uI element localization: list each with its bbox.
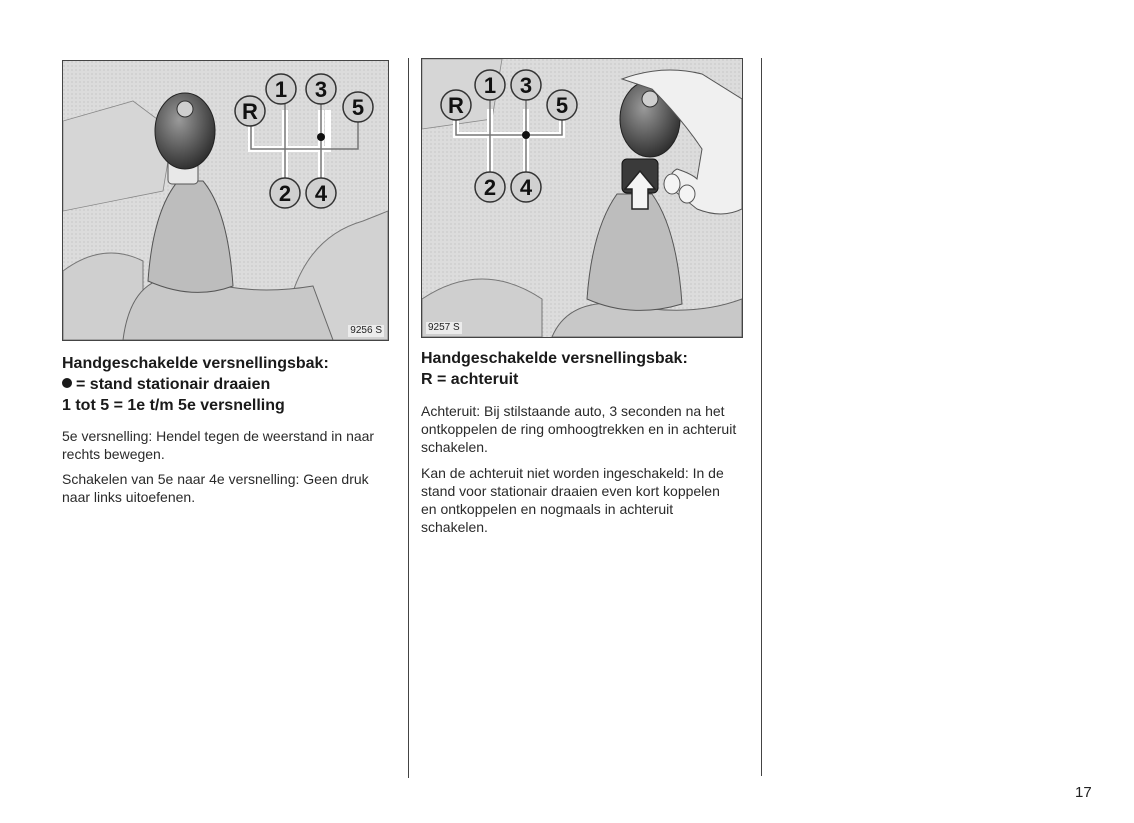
gear-2-badge — [270, 178, 300, 208]
section-heading — [421, 369, 739, 390]
reverse-gear-illustration-drawing — [422, 59, 742, 337]
gear-R-badge — [441, 90, 471, 120]
gear-2-badge — [475, 172, 505, 202]
gear-4-badge — [511, 172, 541, 202]
section-heading — [62, 395, 392, 416]
right-column-text — [421, 348, 739, 536]
gear-label: 5 — [351, 95, 365, 120]
left-column-text — [62, 353, 392, 506]
section-heading — [62, 353, 392, 374]
gear-4-badge — [306, 178, 336, 208]
gear-label: 1 — [274, 77, 288, 102]
gear-1-badge — [266, 74, 296, 104]
gear-label: 3 — [519, 73, 533, 98]
gear-3-badge — [306, 74, 336, 104]
column-divider — [761, 58, 762, 776]
body-paragraph: 5e versnelling: Hendel tegen de weerstand in naar rechts bewegen. — [62, 428, 375, 462]
gear-3-badge — [511, 70, 541, 100]
gear-5-badge — [547, 90, 577, 120]
heading-line: Handgeschakelde versnellingsbak: — [62, 355, 329, 372]
section-heading — [62, 374, 392, 395]
gear-R-badge — [235, 96, 265, 126]
page-number: 17 — [1075, 784, 1092, 801]
column-divider — [408, 58, 409, 778]
section-heading — [421, 348, 739, 369]
gear-label: 4 — [314, 181, 328, 206]
body-paragraph: Kan de achteruit niet worden ingeschakeld: In de stand voor stationair draaien even kort koppelen en ontkoppelen en nogmaals in achteruit schakelen. — [421, 465, 724, 535]
heading-line: = stand stationair draaien — [76, 376, 271, 393]
body-paragraph: Schakelen van 5e naar 4e versnelling: Geen druk naar links uitoefenen. — [62, 471, 369, 505]
gearshift-pattern-illustration — [62, 60, 389, 341]
gear-1-badge — [475, 70, 505, 100]
figure-code: 9257 S — [428, 322, 460, 333]
gear-label: 5 — [555, 93, 569, 118]
bullet-dot-icon — [62, 378, 72, 388]
gear-label: 4 — [519, 175, 533, 200]
gear-label: 3 — [314, 77, 328, 102]
gear-label: 2 — [278, 181, 292, 206]
gear-label: 1 — [483, 73, 497, 98]
heading-line: Handgeschakelde versnellingsbak: — [421, 350, 688, 367]
reverse-gear-illustration — [421, 58, 743, 338]
gear-label: 2 — [483, 175, 497, 200]
gear-label: R — [448, 93, 464, 118]
gearshift-illustration-drawing — [63, 61, 388, 340]
heading-line: 1 tot 5 = 1e t/m 5e versnelling — [62, 397, 285, 414]
figure-code: 9256 S — [350, 325, 382, 336]
gear-5-badge — [343, 92, 373, 122]
heading-line: R = achteruit — [421, 371, 519, 388]
body-paragraph: Achteruit: Bij stilstaande auto, 3 seconden na het ontkoppelen de ring omhoogtrekken en in achteruit schakelen. — [421, 403, 737, 455]
gear-label: R — [242, 99, 258, 124]
